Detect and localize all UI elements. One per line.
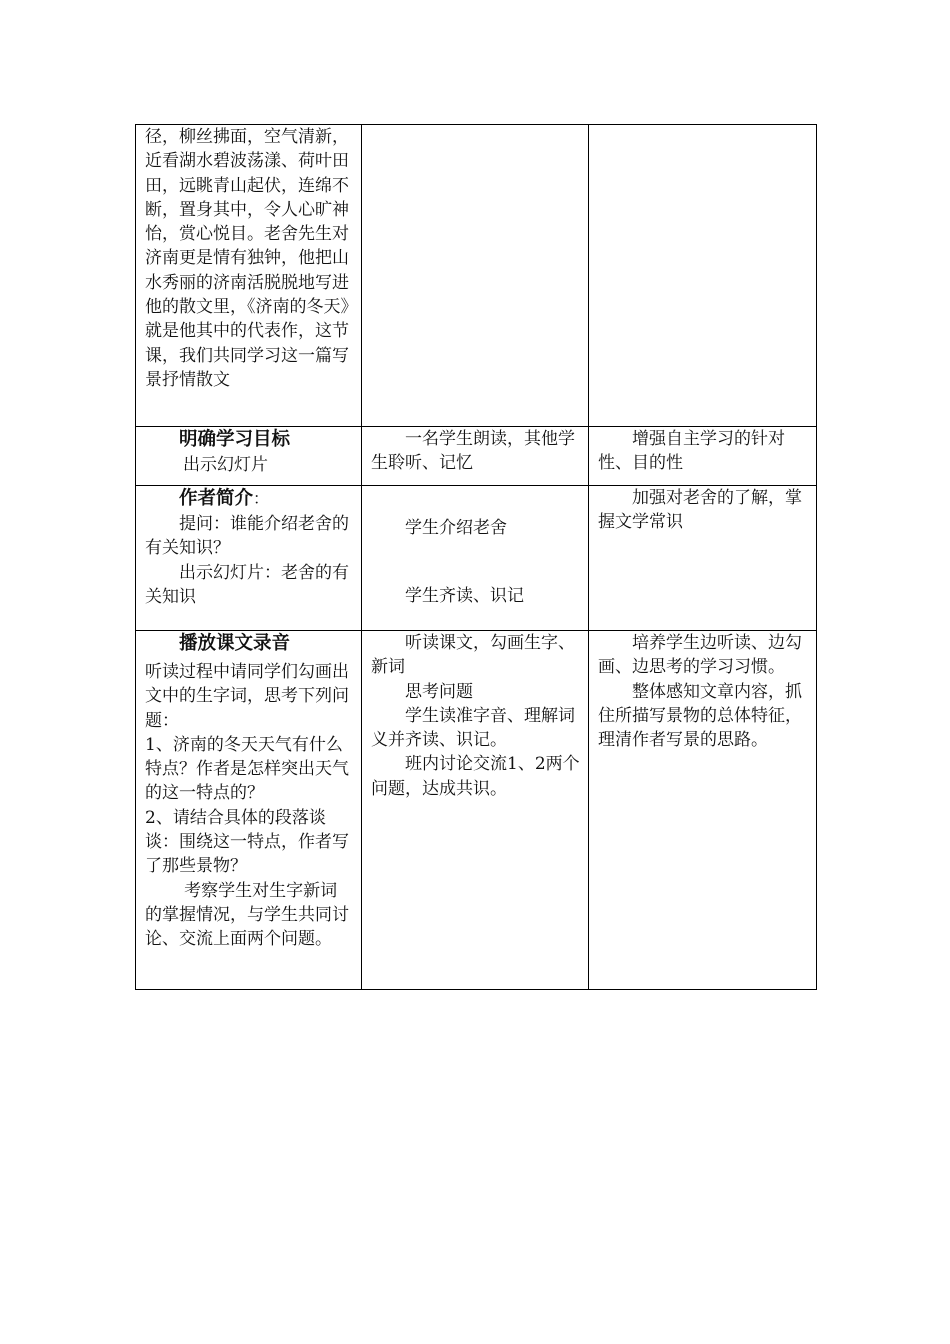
intro-text: 径，柳丝拂面，空气清新，近看湖水碧波荡漾、荷叶田田，远眺青山起伏，连绵不断，置身其中，令人心旷神怡，赏心悦目。老舍先生对济南更是情有独钟，他把山水秀丽的济南活脱脱地写进他的散文里，《济南的冬天》就是他其中的代表作，这节课，我们共同学习这一篇写景抒情散文 bbox=[145, 127, 349, 390]
cell-text: 思考问题 bbox=[405, 681, 473, 702]
cell-text: 学生读准字音、理解词义并齐读、识记。 bbox=[371, 705, 575, 751]
table-row bbox=[136, 486, 817, 631]
teacher-activity-cell bbox=[136, 486, 362, 631]
cell-text: 加强对老舍的了解，掌握文学常识 bbox=[598, 488, 802, 533]
table-row bbox=[136, 125, 817, 427]
student-activity-cell bbox=[362, 631, 589, 990]
table-row bbox=[136, 427, 817, 486]
cell-text: 整体感知文章内容，抓住所描写景物的总体特征，理清作者写景的思路。 bbox=[598, 681, 802, 751]
cell-text: 提问：谁能介绍老舍的有关知识？ bbox=[145, 514, 349, 559]
question-1: 1、济南的冬天天气有什么特点？作者是怎样突出天气的这一特点的？ bbox=[145, 734, 349, 804]
design-intent-cell bbox=[589, 427, 817, 486]
design-intent-cell bbox=[589, 125, 817, 427]
lesson-plan-table bbox=[135, 124, 817, 990]
section-heading: 播放课文录音 bbox=[179, 633, 291, 654]
cell-text: 班内讨论交流1、2两个问题，达成共识。 bbox=[371, 754, 580, 799]
cell-text: 一名学生朗读，其他学生聆听、记忆 bbox=[371, 429, 575, 474]
student-activity-cell bbox=[362, 427, 589, 486]
cell-text: 学生介绍老舍 bbox=[405, 518, 507, 538]
cell-text: 听读过程中请同学们勾画出文中的生字词，思考下列问题： bbox=[145, 662, 349, 731]
question-2: 2、请结合具体的段落谈谈：围绕这一特点，作者写了那些景物？ bbox=[145, 807, 349, 877]
cell-text: 培养学生边听读、边勾画、边思考的学习习惯。 bbox=[598, 633, 802, 678]
teacher-activity-cell bbox=[136, 125, 362, 427]
cell-text: 增强自主学习的针对性、目的性 bbox=[598, 429, 785, 474]
cell-text: 学生齐读、识记 bbox=[405, 586, 524, 607]
teacher-activity-cell bbox=[136, 427, 362, 486]
design-intent-cell bbox=[589, 631, 817, 990]
student-activity-cell bbox=[362, 486, 589, 631]
section-heading: 作者简介： bbox=[179, 488, 270, 509]
cell-text: 出示幻灯片 bbox=[183, 455, 268, 475]
student-activity-cell bbox=[362, 125, 589, 427]
table-row bbox=[136, 631, 817, 990]
cell-text: 出示幻灯片：老舍的有关知识 bbox=[145, 562, 349, 607]
cell-text: 考察学生对生字新词的掌握情况，与学生共同讨论、交流上面两个问题。 bbox=[145, 880, 349, 950]
cell-text: 听读课文，勾画生字、新词 bbox=[371, 633, 575, 678]
section-heading: 明确学习目标 bbox=[179, 429, 291, 450]
design-intent-cell bbox=[589, 486, 817, 631]
teacher-activity-cell bbox=[136, 631, 362, 990]
